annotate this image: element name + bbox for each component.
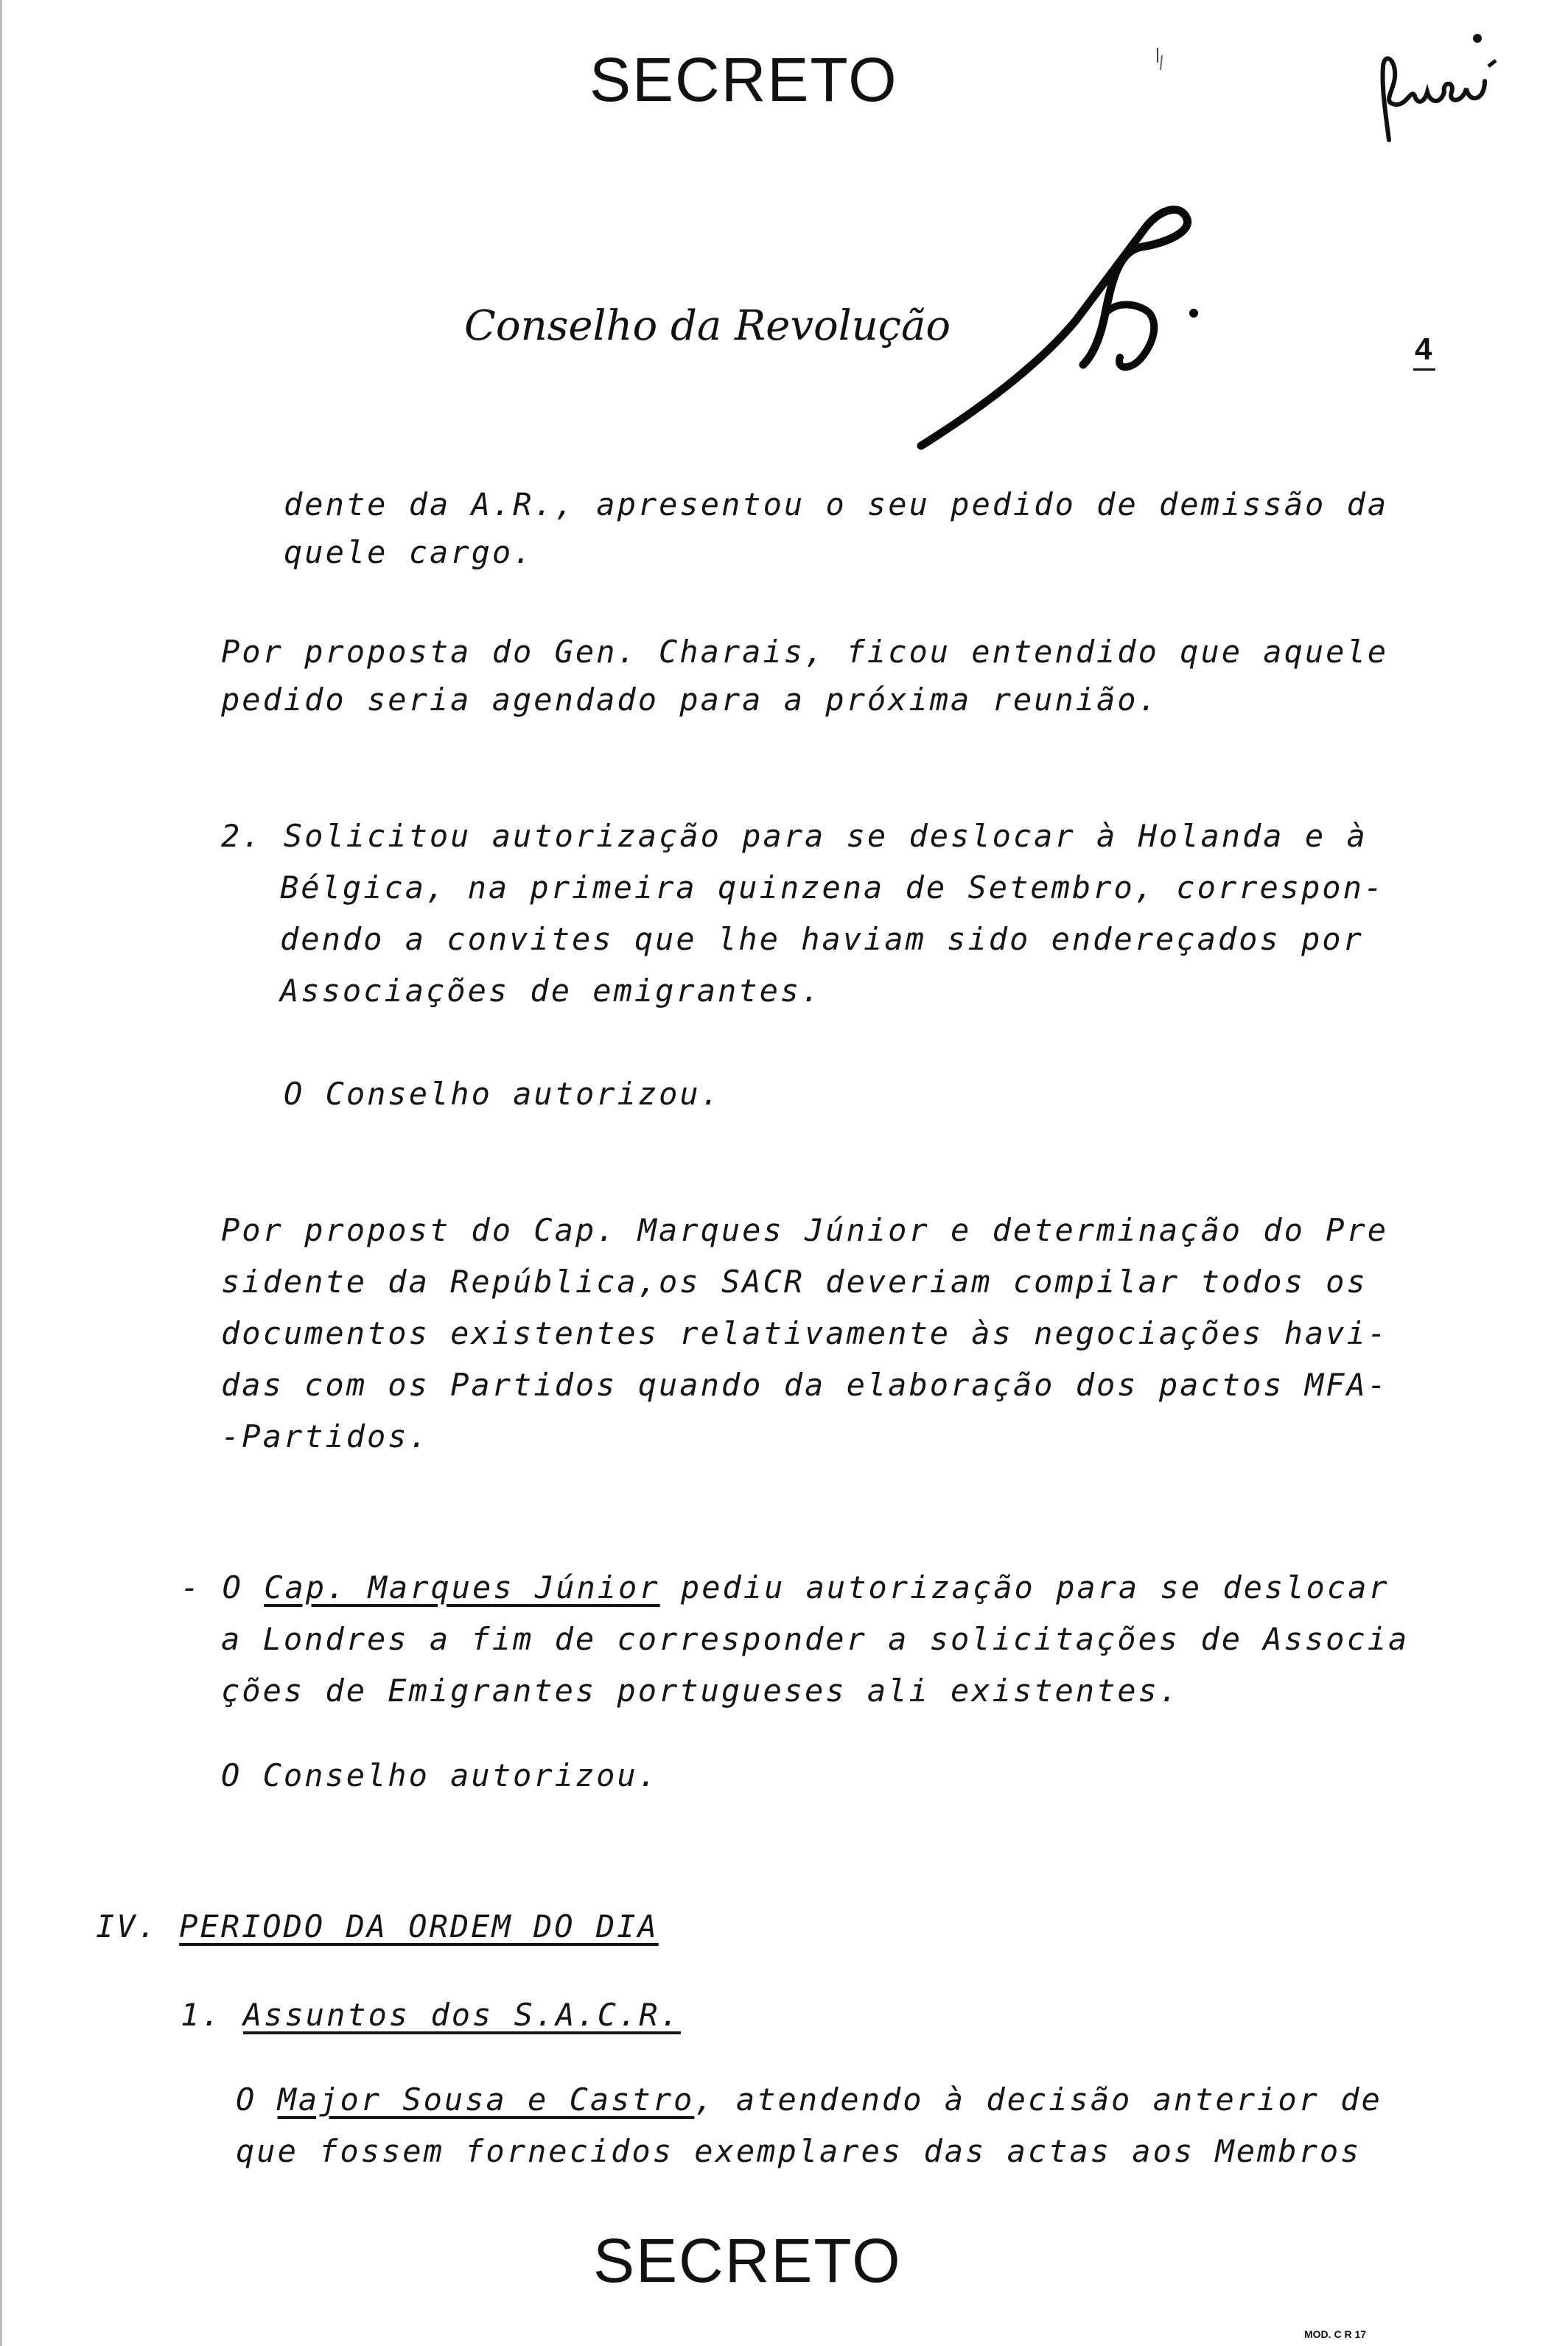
underlined-name: Cap. Marques Júnior xyxy=(264,1569,660,1606)
dash: - xyxy=(181,1569,202,1606)
text-line: Por proposta do Gen. Charais, ficou entendido que aquele xyxy=(221,634,1389,670)
text-line: Associações de emigrantes. xyxy=(280,973,822,1009)
form-code: MOD. C R 17 xyxy=(1304,2328,1367,2340)
text-line: -Partidos. xyxy=(221,1418,430,1454)
subsection-heading xyxy=(181,1997,681,2033)
initials-signature xyxy=(1374,22,1522,165)
text-line: dente da A.R., apresentou o seu pedido de demissão da xyxy=(284,486,1389,522)
text-line: quele cargo. xyxy=(284,534,534,570)
text-fragment: , atendendo à decisão anterior de xyxy=(694,2081,1382,2118)
text-fragment: O xyxy=(222,1569,243,1606)
text-line: Por propost do Cap. Marques Júnior e determinação do Pre xyxy=(221,1212,1389,1248)
text-fragment: pediu autorização para se deslocar xyxy=(680,1569,1390,1606)
text-line: das com os Partidos quando da elaboração dos pactos MFA- xyxy=(221,1367,1389,1403)
classification-footer: SECRETO xyxy=(593,2226,902,2295)
section-number: IV. xyxy=(96,1908,158,1944)
subsection-title: Assuntos dos S.A.C.R. xyxy=(242,1997,681,2033)
text-line xyxy=(236,2081,1382,2118)
institution-name: Conselho da Revolução xyxy=(464,302,951,350)
text-line: a Londres a fim de corresponder a solicitações de Associa xyxy=(221,1621,1410,1657)
section-heading xyxy=(96,1908,659,1944)
text-line: O Conselho autorizou. xyxy=(284,1076,722,1112)
text-fragment: O xyxy=(236,2081,257,2118)
underlined-name: Major Sousa e Castro xyxy=(277,2081,695,2118)
page-number: 4 xyxy=(1415,332,1432,366)
text-line: Bélgica, na primeira quinzena de Setembro, correspon- xyxy=(280,869,1385,906)
page-number-underline xyxy=(1413,368,1435,371)
text-line: pedido seria agendado para a próxima reunião. xyxy=(221,682,1159,718)
text-line: O Conselho autorizou. xyxy=(221,1757,659,1793)
section-title: PERIODO DA ORDEM DO DIA xyxy=(179,1908,659,1944)
scan-edge xyxy=(0,0,2,2346)
classification-header: SECRETO xyxy=(589,45,898,114)
text-line: que fossem fornecidos exemplares das actas aos Membros xyxy=(236,2133,1362,2169)
text-line: 2. Solicitou autorização para se deslocar à Holanda e à xyxy=(221,818,1368,854)
handwritten-signature xyxy=(906,188,1216,471)
scan-mark xyxy=(1153,41,1168,92)
text-line: documentos existentes relativamente às negociações havi- xyxy=(221,1315,1389,1351)
subsection-number: 1. xyxy=(181,1997,223,2033)
text-line xyxy=(181,1569,1390,1606)
text-line: sidente da República,os SACR deveriam compilar todos os xyxy=(221,1264,1368,1300)
text-line: dendo a convites que lhe haviam sido endereçados por xyxy=(280,921,1364,957)
text-line: ções de Emigrantes portugueses ali existentes. xyxy=(221,1673,1180,1709)
